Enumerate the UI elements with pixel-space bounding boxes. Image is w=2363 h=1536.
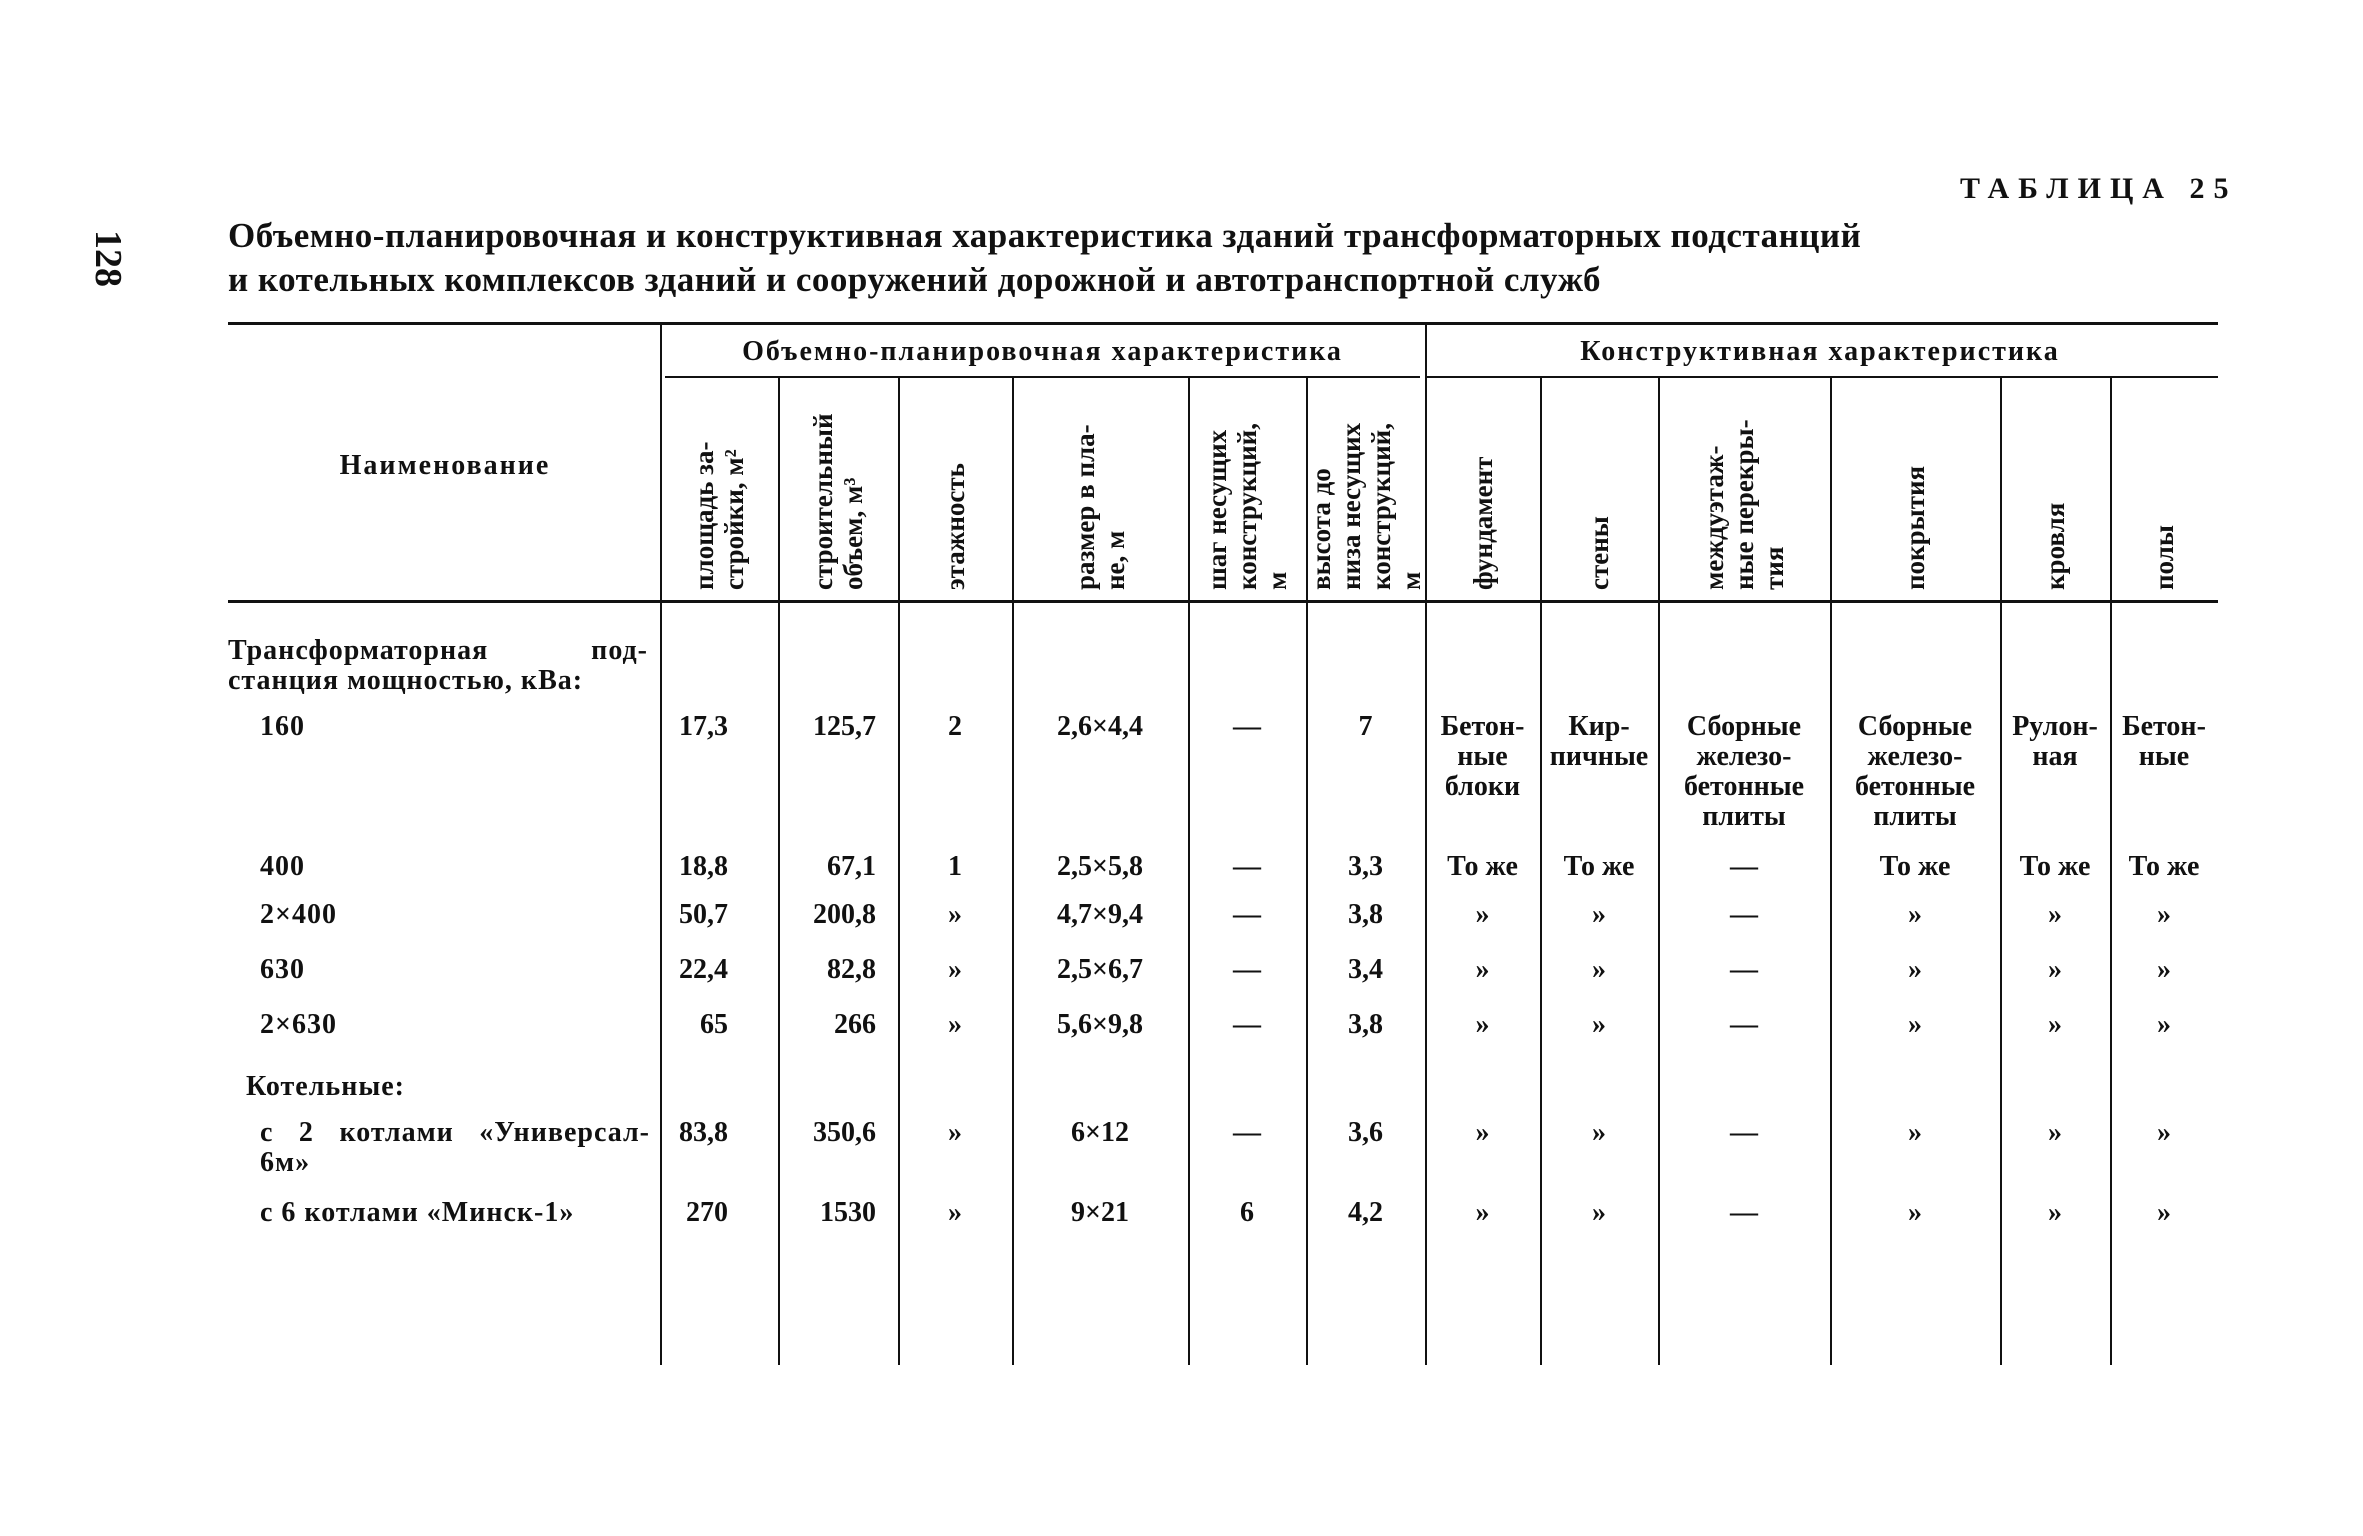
table-title: [228, 214, 1988, 302]
column-header-line: м: [1395, 571, 1426, 590]
table-cell: 3,6: [1348, 1117, 1383, 1148]
column-header: [940, 390, 970, 590]
table-cell: »: [1475, 1009, 1490, 1040]
table-cell: —: [1233, 899, 1261, 930]
header-name: Наименование: [339, 450, 551, 481]
column-header-line: ные перекры-: [1729, 419, 1759, 590]
table-cell: То же: [1447, 851, 1518, 882]
table-cell: »: [2157, 1117, 2171, 1148]
column-header: [1070, 390, 1130, 590]
table-cell: 1: [948, 851, 962, 882]
column-header-line: низа несущих: [1335, 422, 1366, 590]
table-cell: »: [948, 954, 962, 985]
table-cell: 4,7×9,4: [1057, 899, 1143, 930]
column-header-line: площадь за-: [689, 441, 719, 590]
table-cell: »: [1908, 899, 1922, 930]
table-cell: »: [1908, 1117, 1922, 1148]
table-cell: 9×21: [1071, 1197, 1129, 1228]
title-line-1: Объемно-планировочная и конструктивная характеристика зданий трансформаторных подстанций: [228, 216, 1862, 255]
column-header: [689, 390, 749, 590]
table-cell: »: [2048, 899, 2062, 930]
table-cell: 125,7: [813, 711, 876, 742]
table-cell: 3,8: [1348, 1009, 1383, 1040]
row-name: [260, 900, 650, 930]
table-cell: 83,8: [679, 1117, 728, 1148]
table-cell: —: [1730, 851, 1758, 882]
table-cell: »: [1592, 954, 1606, 985]
column-header-line: кровля: [2040, 502, 2070, 590]
table-cell: 82,8: [827, 954, 876, 985]
table-cell: Сборные железо- бетонные плиты: [1855, 711, 1975, 832]
table-cell: 2,6×4,4: [1057, 711, 1143, 742]
row-name: [260, 852, 650, 882]
column-header-line: покрытия: [1900, 465, 1930, 590]
row-name-line: с 2 котлами «Универсал-: [260, 1117, 650, 1148]
row-name: [260, 712, 650, 742]
column-header: [1584, 390, 1614, 590]
column-header-line: размер в пла-: [1070, 424, 1100, 590]
table-cell: Рулон- ная: [2012, 711, 2098, 772]
column-header: [2149, 390, 2179, 590]
table-cell: —: [1730, 899, 1758, 930]
row-name: [260, 1118, 650, 1178]
column-header: [1468, 390, 1498, 590]
table-cell: 3,4: [1348, 954, 1383, 985]
table-cell: 65: [700, 1009, 728, 1040]
table-cell: 4,2: [1348, 1197, 1383, 1228]
header-bottom-rule: [228, 600, 2218, 603]
table-cell: »: [1592, 1197, 1606, 1228]
row-name-line: 630: [260, 954, 305, 985]
table-cell: 22,4: [679, 954, 728, 985]
table-cell: »: [2048, 1009, 2062, 1040]
column-header: [1699, 390, 1789, 590]
table-cell: »: [2157, 954, 2171, 985]
column-header-line: междуэтаж-: [1699, 445, 1729, 590]
table-label: ТАБЛИЦА 25: [1960, 172, 2238, 205]
table-cell: —: [1730, 954, 1758, 985]
table-cell: 6: [1240, 1197, 1254, 1228]
table-cell: »: [2048, 1197, 2062, 1228]
row-name-line: 6м»: [260, 1147, 311, 1178]
column-header-line: тия: [1759, 546, 1789, 590]
row-name: [260, 955, 650, 985]
column-header: [2040, 390, 2070, 590]
table-cell: 67,1: [827, 851, 876, 882]
table-cell: То же: [1879, 851, 1951, 882]
table-cell: »: [1592, 1009, 1606, 1040]
table-cell: 2: [948, 711, 962, 742]
column-header-line: стены: [1584, 516, 1614, 590]
column-header: [1900, 390, 1930, 590]
table-cell: 200,8: [813, 899, 876, 930]
table-cell: »: [1475, 1197, 1490, 1228]
table-cell: »: [948, 1009, 962, 1040]
table-cell: »: [1908, 1009, 1922, 1040]
table-cell: »: [1908, 1197, 1922, 1228]
table-cell: »: [2048, 954, 2062, 985]
section-boiler: Котельные:: [246, 1071, 405, 1102]
table-cell: »: [948, 899, 962, 930]
table-cell: »: [1592, 1117, 1606, 1148]
table-cell: 17,3: [679, 711, 728, 742]
table-cell: »: [1475, 954, 1490, 985]
row-name-line: 2×400: [260, 899, 337, 930]
column-header-line: конструкций,: [1232, 423, 1262, 590]
table-cell: Кир- пичные: [1549, 711, 1649, 772]
table-cell: »: [2157, 1009, 2171, 1040]
row-name: [260, 1198, 650, 1228]
table-cell: То же: [2019, 851, 2091, 882]
page-number: 128: [87, 230, 129, 287]
table-cell: —: [1233, 711, 1261, 742]
column-header-line: шаг несущих: [1202, 429, 1232, 590]
group-header-construct: Конструктивная характеристика: [1580, 336, 2060, 367]
table-cell: То же: [2128, 851, 2200, 882]
table-cell: 270: [686, 1197, 728, 1228]
section-transformer: [228, 636, 648, 696]
group-header-planning: Объемно-планировочная характеристика: [742, 336, 1343, 367]
table-cell: 2,5×6,7: [1057, 954, 1143, 985]
row-name-line: 2×630: [260, 1009, 337, 1040]
column-header: [1306, 390, 1426, 590]
table-cell: »: [1475, 899, 1490, 930]
table-cell: 18,8: [679, 851, 728, 882]
table-cell: 6×12: [1071, 1117, 1129, 1148]
table-cell: Бетон- ные: [2122, 711, 2206, 772]
row-name-line: 160: [260, 711, 305, 742]
table-cell: 7: [1358, 711, 1373, 742]
table-cell: —: [1233, 1009, 1261, 1040]
column-header-line: этажность: [940, 463, 970, 590]
table-cell: »: [2157, 899, 2171, 930]
table-cell: »: [1592, 899, 1606, 930]
table-cell: »: [948, 1197, 962, 1228]
table-cell: Сборные железо- бетонные плиты: [1684, 711, 1804, 832]
table-cell: То же: [1563, 851, 1635, 882]
column-header-line: стройки, м²: [719, 449, 749, 590]
table-cell: »: [2048, 1117, 2062, 1148]
column-header-line: строительный: [808, 413, 838, 590]
table-cell: Бетон- ные блоки: [1440, 711, 1525, 802]
table-cell: 3,8: [1348, 899, 1383, 930]
table-cell: »: [948, 1117, 962, 1148]
table-cell: 350,6: [813, 1117, 876, 1148]
table-cell: —: [1233, 1117, 1261, 1148]
column-header-line: фундамент: [1467, 456, 1498, 590]
table-cell: —: [1730, 1197, 1758, 1228]
column-header-line: не, м: [1100, 530, 1130, 590]
column-header-line: конструкций,: [1365, 423, 1396, 590]
column-header: [1202, 390, 1292, 590]
table-cell: »: [1475, 1117, 1490, 1148]
table-cell: —: [1730, 1009, 1758, 1040]
section-transformer-line: Трансформаторная под-: [228, 635, 648, 666]
section-transformer-line: станция мощностью, кВа:: [228, 665, 584, 696]
column-header-line: м: [1262, 571, 1292, 590]
table-cell: 2,5×5,8: [1057, 851, 1143, 882]
title-line-2: и котельных комплексов зданий и сооружений дорожной и автотранспортной служб: [228, 260, 1602, 299]
column-header-line: полы: [2149, 525, 2179, 590]
column-header: [808, 390, 868, 590]
row-name: [260, 1010, 650, 1040]
table-cell: 266: [834, 1009, 876, 1040]
table-cell: —: [1730, 1117, 1758, 1148]
column-header-line: объем, м³: [838, 477, 868, 590]
table-cell: 5,6×9,8: [1057, 1009, 1143, 1040]
table-cell: —: [1233, 954, 1261, 985]
table-cell: 3,3: [1348, 851, 1383, 882]
row-name-line: 400: [260, 851, 305, 882]
table-cell: »: [2157, 1197, 2171, 1228]
group-underline-construct: [1425, 376, 2218, 378]
table-cell: —: [1233, 851, 1261, 882]
table-cell: 50,7: [679, 899, 728, 930]
table-cell: 1530: [820, 1197, 876, 1228]
column-header-line: высота до: [1305, 468, 1336, 590]
table-top-rule: [228, 322, 2218, 325]
table-cell: »: [1908, 954, 1922, 985]
row-name-line: с 6 котлами «Минск-1»: [260, 1197, 575, 1228]
